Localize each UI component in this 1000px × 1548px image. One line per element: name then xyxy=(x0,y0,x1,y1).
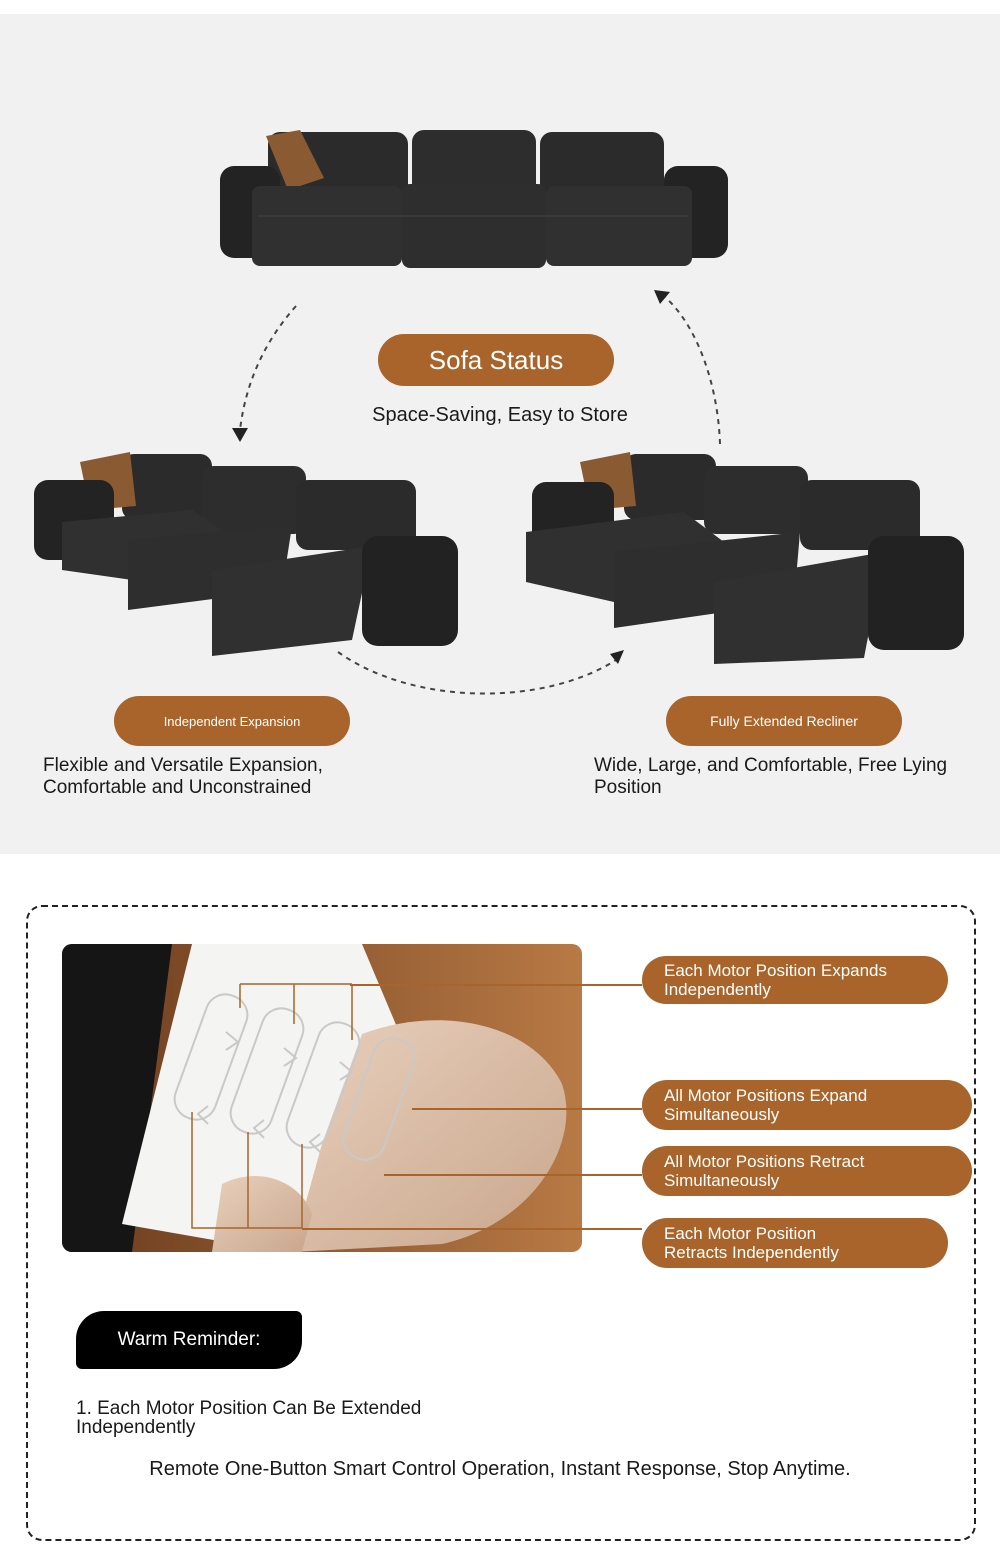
independent-expansion-badge: Independent Expansion xyxy=(114,696,350,746)
sofa-recliner-image xyxy=(524,452,968,668)
recliner-caption-line2: Position xyxy=(594,777,662,798)
reminder-item-line1: 1. Each Motor Position Can Be Extended xyxy=(76,1398,422,1419)
function-expand-each-line1: Each Motor Position Expands xyxy=(664,961,888,980)
reminder-note: Remote One-Button Smart Control Operation, Instant Response, Stop Anytime. xyxy=(149,1458,851,1480)
recliner-caption-line1: Wide, Large, and Comfortable, Free Lying xyxy=(594,755,948,776)
warm-reminder-badge: Warm Reminder: xyxy=(76,1311,302,1369)
sofa-compact-image xyxy=(218,126,730,272)
function-expand-each-line2: Independently xyxy=(664,980,771,999)
function-expand-each xyxy=(642,956,948,1004)
fully-extended-badge: Fully Extended Recliner xyxy=(666,696,902,746)
reminder-item-line2: Independently xyxy=(76,1417,196,1438)
independent-caption-line2: Comfortable and Unconstrained xyxy=(43,777,312,798)
remote-control-image xyxy=(62,944,582,1252)
function-retract-each-line2: Retracts Independently xyxy=(664,1243,839,1262)
function-retract-each-line1: Each Motor Position xyxy=(664,1224,817,1243)
leader-line-4 xyxy=(302,1228,642,1230)
function-expand-all-line2: Simultaneously xyxy=(664,1105,780,1124)
leader-line-3 xyxy=(384,1174,642,1176)
sofa-independent-image xyxy=(32,450,462,664)
function-retract-each xyxy=(642,1218,948,1268)
sofa-status-caption: Space-Saving, Easy to Store xyxy=(372,404,628,426)
function-retract-all xyxy=(642,1146,972,1196)
leader-line-1 xyxy=(350,984,642,986)
function-expand-all-line1: All Motor Positions Expand xyxy=(664,1086,868,1105)
independent-caption-line1: Flexible and Versatile Expansion, xyxy=(43,755,323,776)
arrow-to-left-icon xyxy=(226,300,306,450)
function-retract-all-line2: Simultaneously xyxy=(664,1171,780,1190)
function-retract-all-line1: All Motor Positions Retract xyxy=(664,1152,865,1171)
function-expand-all xyxy=(642,1080,972,1130)
sofa-status-badge: Sofa Status xyxy=(378,334,614,386)
leader-line-2 xyxy=(412,1108,642,1110)
